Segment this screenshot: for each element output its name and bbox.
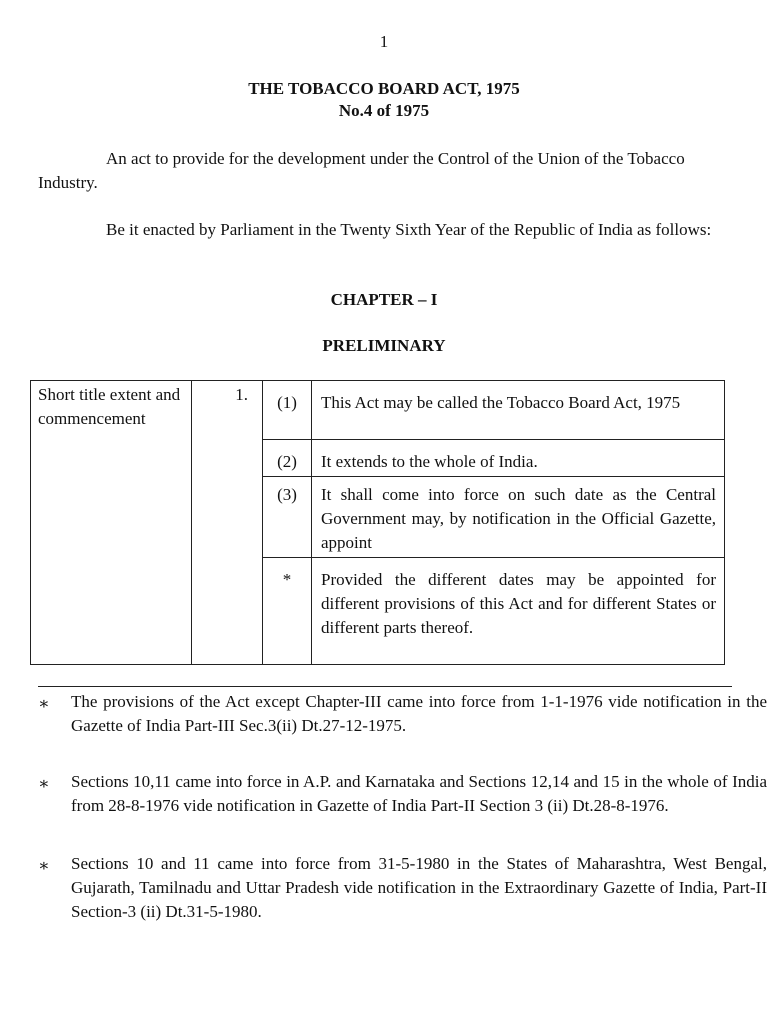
act-number-line: No.4 of 1975 [338, 101, 430, 120]
marginal-note: Short title extent and commencement [31, 381, 192, 665]
clause-text: It extends to the whole of India. [312, 440, 725, 477]
clause-text: This Act may be called the Tobacco Board Act, 1975 [312, 381, 725, 440]
section-table [30, 380, 725, 665]
enacting-clause-text: Be it enacted by Parliament in the Twenty Sixth Year of the Republic of India as follows: [106, 220, 712, 239]
footnote-text: Sections 10,11 came into force in A.P. and Karnataka and Sections 12,14 and 15 in the whole of India from 28-8-1976 vide notification in Gazette of India Part-II Section 3 (ii) Dt.28-8-1976. [71, 772, 767, 815]
preamble-text: An act to provide for the development under the Control of the Union of the Tobacco Industry. [38, 149, 685, 192]
chapter-title: PRELIMINARY [322, 336, 446, 355]
act-title [0, 78, 768, 122]
clause-text: It shall come into force on such date as the Central Government may, by notification in the Official Gazette, appoint [312, 477, 725, 558]
act-title-line: THE TOBACCO BOARD ACT, 1975 [248, 79, 520, 98]
footnote-text: The provisions of the Act except Chapter-III came into force from 1-1-1976 vide notification in the Gazette of India Part-III Sec.3(ii) Dt.27-12-1975. [71, 692, 767, 735]
clause-label: (1) [263, 381, 312, 440]
chapter-heading: CHAPTER – I [330, 290, 438, 309]
table-row [31, 381, 725, 440]
footnote-marker: ∗ [38, 694, 50, 713]
footnote-marker: ∗ [38, 856, 50, 875]
footnote-divider [38, 686, 732, 687]
footnote-text: Sections 10 and 11 came into force from 31-5-1980 in the States of Maharashtra, West Bengal, Gujarath, Tamilnadu and Uttar Pradesh vide notification in the Extraordinary Gazette of India, Part-II Section-3 (ii) Dt.31-5-1980. [71, 854, 767, 921]
enacting-clause-paragraph [38, 218, 716, 242]
preamble-paragraph [38, 147, 716, 195]
proviso-marker: * [263, 558, 312, 665]
section-number: 1. [192, 381, 263, 665]
clause-label: (2) [263, 440, 312, 477]
page-number: 1 [379, 32, 389, 51]
proviso-text: Provided the different dates may be appointed for different provisions of this Act and for different States or different parts thereof. [312, 558, 725, 665]
footnote-marker: ∗ [38, 774, 50, 793]
clause-label: (3) [263, 477, 312, 558]
